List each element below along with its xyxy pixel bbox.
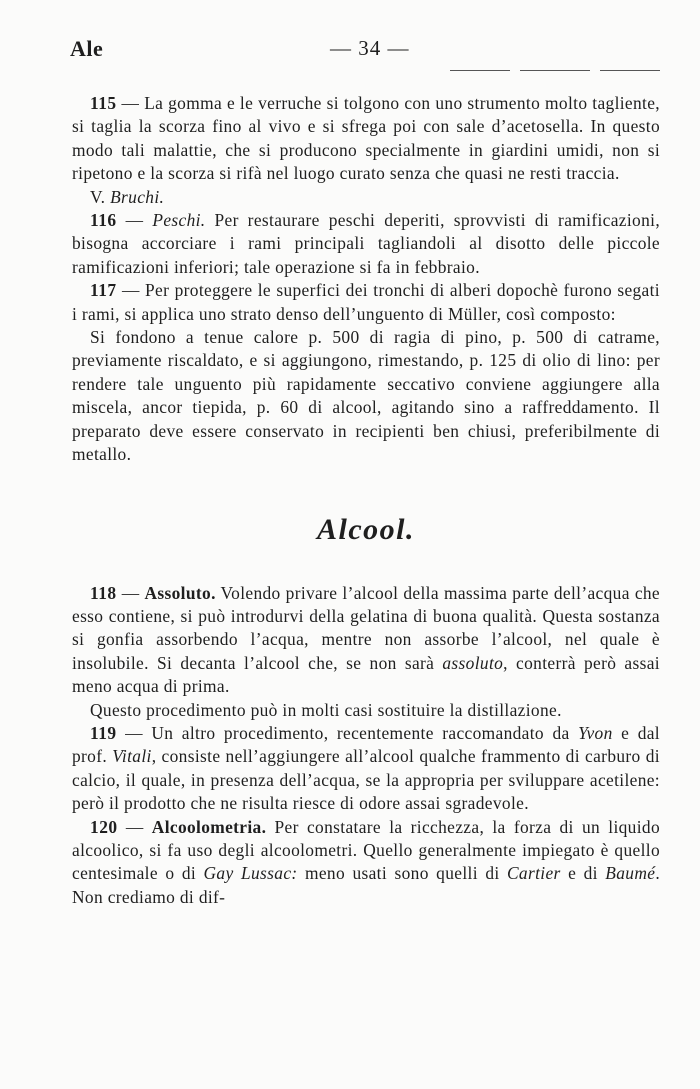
italic-term: assoluto (442, 652, 504, 673)
paragraph-text: , consiste nell’aggiungere all’alcool qualche frammento di carburo di calcio, il quale, in presenza dell’acqua, se la appropria per sviluppare acetilene: però il prodotto che ne risulta riesce di odore assai sgradevole. (72, 746, 660, 814)
paragraph-text: e di (560, 863, 606, 884)
paragraph-number: 118 (90, 582, 117, 603)
person-name: Baumé (605, 863, 656, 884)
paragraph-number: 116 (90, 210, 117, 231)
paragraph-separator: — (116, 210, 153, 231)
paragraph-text: — Per proteggere le superfici dei tronchi di alberi dopochè furono segati i rami, si applica uno strato denso dell’unguento di Müller, così composto: (72, 280, 660, 324)
paragraph-title: Assoluto. (144, 582, 216, 603)
cross-reference-prefix: V. (90, 186, 111, 207)
paragraph-text: — La gomma e le verruche si tolgono con uno strumento molto tagliente, si taglia la scorza fino al vivo e si sfrega poi con sale d’acetosella. In questo modo tali malattie, che si producono specialmente in giardini umidi, non si ripetono e la scorza si rifà nel luogo curato senza che quasi ne resti traccia. (72, 93, 660, 184)
recipe-text: Si fondono a tenue calore p. 500 di ragia di pino, p. 500 di catrame, previamente riscaldato, e si aggiungono, rimestando, p. 125 di olio di lino: per rendere tale unguento più rapidamente seccativo conviene aggiungere alla miscela, ancor tiepida, p. 60 di alcool, agitando sino a raffreddamento. Il preparato deve essere conservato in recipienti ben chiusi, preferibilmente di metallo. (72, 327, 660, 465)
paragraph-119 (72, 722, 660, 816)
running-header (70, 36, 660, 76)
person-name: Vitali (112, 746, 152, 767)
section-title: Alcool. (317, 512, 415, 546)
person-name: Gay Lussac: (203, 863, 298, 884)
cross-reference (72, 186, 660, 209)
page-number: — 34 — (330, 36, 410, 60)
page-body (72, 92, 660, 909)
person-name: Cartier (506, 863, 561, 884)
paragraph-text: . Non crediamo di dif- (72, 863, 661, 907)
paragraph-separator: — (116, 582, 145, 603)
header-keyword: Ale (70, 36, 104, 61)
paragraph-title: Alcoolometria. (151, 816, 267, 837)
paragraph-text: Per constatare la ricchezza, la forza di un liquido alcoolico, si fa uso degli alcoolometri. Quello generalmente impiegato è quello centesimale o di (72, 816, 660, 884)
header-rule-1 (450, 70, 510, 71)
paragraph-number: 119 (90, 722, 117, 743)
header-rule-2 (520, 70, 590, 71)
paragraph-title: Peschi. (152, 210, 206, 231)
paragraph-number: 115 (90, 93, 117, 113)
paragraph-115 (72, 92, 660, 186)
paragraph-118 (72, 582, 660, 699)
paragraph-text: — Un altro procedimento, recentemente raccomandato da (116, 722, 579, 743)
paragraph-120 (72, 816, 660, 910)
paragraph-117 (72, 279, 660, 326)
paragraph-text: Per restaurare peschi deperiti, sprovvisti di ramificazioni, bisogna accorciare i rami principali tagliandoli al disotto delle piccole ramificazioni inferiori; tale operazione si fa in febbraio. (72, 210, 661, 277)
header-rule-3 (600, 70, 660, 71)
paragraph-number: 117 (90, 280, 117, 301)
paragraph-text: Volendo privare l’alcool della massima parte dell’acqua che esso contiene, si può introdurvi della gelatina di buona qualità. Questa sostanza si gonfia assorbendo l’acqua, mentre non assorbe l’alcool, nel quale è insolubile. Si decanta l’alcool che, se non sarà (72, 582, 660, 673)
cross-reference-target: Bruchi. (110, 186, 165, 207)
paragraph-number: 120 (90, 816, 118, 837)
paragraph-text: e dal prof. (72, 722, 660, 767)
paragraph-text: meno usati sono quelli di (297, 863, 507, 884)
paragraph-text: , conterrà però assai meno acqua di prima. (72, 652, 660, 697)
paragraph-116 (72, 209, 660, 279)
person-name: Yvon (578, 722, 613, 743)
paragraph-separator: — (117, 816, 152, 837)
paragraph-118-note: Questo procedimento può in molti casi sostituire la distillazione. (90, 699, 562, 720)
